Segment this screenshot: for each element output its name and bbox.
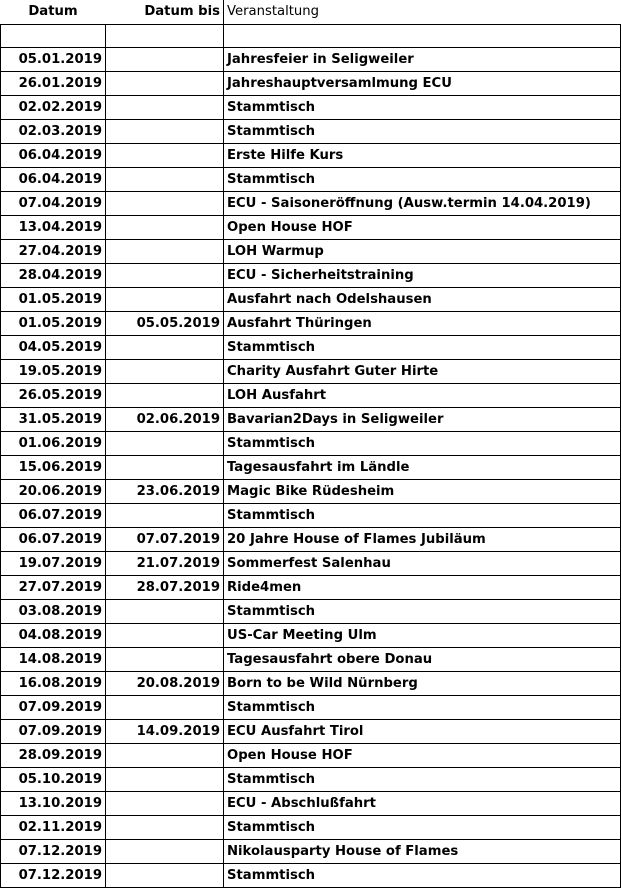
event-cell[interactable]: Stammtisch — [224, 503, 621, 527]
table-row — [1, 743, 621, 767]
table-row — [1, 599, 621, 623]
date-cell[interactable]: 07.09.2019 — [1, 695, 106, 719]
date-cell[interactable]: 02.03.2019 — [1, 119, 106, 143]
date-cell[interactable]: 27.04.2019 — [1, 239, 106, 263]
header-event[interactable]: Veranstaltung — [224, 0, 621, 24]
date-cell[interactable]: 07.09.2019 — [1, 719, 106, 743]
date-cell[interactable]: 03.08.2019 — [1, 599, 106, 623]
date-to-cell[interactable] — [106, 71, 224, 95]
table-row — [1, 167, 621, 191]
header-date-to[interactable]: Datum bis — [144, 4, 220, 20]
date-to-cell[interactable] — [106, 599, 224, 623]
date-to-cell[interactable] — [106, 359, 224, 383]
date-cell[interactable]: 02.02.2019 — [1, 95, 106, 119]
table-row — [1, 71, 621, 95]
table-row — [1, 263, 621, 287]
date-cell[interactable]: 26.05.2019 — [1, 383, 106, 407]
date-cell[interactable]: 07.04.2019 — [1, 191, 106, 215]
event-cell[interactable]: Stammtisch — [224, 599, 621, 623]
event-cell[interactable]: Tagesausfahrt obere Donau — [224, 647, 621, 671]
event-cell[interactable]: Stammtisch — [224, 815, 621, 839]
table-row — [1, 575, 621, 599]
event-cell[interactable]: Born to be Wild Nürnberg — [224, 671, 621, 695]
table-row — [1, 455, 621, 479]
date-to-cell[interactable] — [106, 383, 224, 407]
table-row — [1, 359, 621, 383]
table-row — [1, 647, 621, 671]
date-to-cell[interactable] — [106, 335, 224, 359]
date-to-cell[interactable]: 28.07.2019 — [106, 575, 224, 599]
date-cell[interactable]: 28.04.2019 — [1, 263, 106, 287]
table-row — [1, 119, 621, 143]
table-row — [1, 719, 621, 743]
date-cell[interactable]: 15.06.2019 — [1, 455, 106, 479]
date-cell[interactable]: 19.05.2019 — [1, 359, 106, 383]
event-cell[interactable]: Jahreshauptversamlmung ECU — [224, 71, 621, 95]
date-to-cell[interactable] — [106, 143, 224, 167]
date-to-cell[interactable] — [106, 503, 224, 527]
table-row — [1, 191, 621, 215]
date-cell[interactable]: 02.11.2019 — [1, 815, 106, 839]
date-cell[interactable]: 05.01.2019 — [1, 47, 106, 71]
event-cell[interactable]: US-Car Meeting Ulm — [224, 623, 621, 647]
table-row — [1, 47, 621, 71]
table-row — [1, 431, 621, 455]
event-cell[interactable]: Open House HOF — [224, 215, 621, 239]
date-cell[interactable]: 04.05.2019 — [1, 335, 106, 359]
table-row — [1, 479, 621, 503]
table-row — [1, 791, 621, 815]
event-cell[interactable]: Open House HOF — [224, 743, 621, 767]
date-to-cell[interactable] — [106, 767, 224, 791]
date-to-cell[interactable]: 02.06.2019 — [106, 407, 224, 431]
date-to-cell[interactable] — [106, 263, 224, 287]
date-cell[interactable]: 20.06.2019 — [1, 479, 106, 503]
date-cell[interactable]: 16.08.2019 — [1, 671, 106, 695]
table-row — [1, 335, 621, 359]
date-to-cell[interactable] — [106, 287, 224, 311]
table-row — [1, 407, 621, 431]
table-row — [1, 815, 621, 839]
date-cell[interactable]: 04.08.2019 — [1, 623, 106, 647]
table-row — [1, 695, 621, 719]
table-row — [1, 623, 621, 647]
date-cell[interactable] — [1, 24, 106, 47]
event-cell[interactable]: Stammtisch — [224, 863, 621, 887]
event-cell[interactable]: LOH Ausfahrt — [224, 383, 621, 407]
date-to-cell[interactable]: 21.07.2019 — [106, 551, 224, 575]
event-cell[interactable]: Nikolausparty House of Flames — [224, 839, 621, 863]
event-cell[interactable]: Stammtisch — [224, 95, 621, 119]
event-cell[interactable]: Magic Bike Rüdesheim — [224, 479, 621, 503]
date-cell[interactable]: 13.04.2019 — [1, 215, 106, 239]
date-to-cell[interactable]: 14.09.2019 — [106, 719, 224, 743]
event-cell[interactable]: Charity Ausfahrt Guter Hirte — [224, 359, 621, 383]
table-row — [1, 311, 621, 335]
event-cell[interactable]: ECU Ausfahrt Tirol — [224, 719, 621, 743]
event-cell[interactable] — [224, 24, 621, 47]
table-row — [1, 863, 621, 887]
date-to-cell[interactable] — [106, 95, 224, 119]
date-cell[interactable]: 06.07.2019 — [1, 503, 106, 527]
event-cell[interactable]: Ride4men — [224, 575, 621, 599]
date-cell[interactable]: 13.10.2019 — [1, 791, 106, 815]
date-cell[interactable]: 01.05.2019 — [1, 311, 106, 335]
date-cell[interactable]: 07.12.2019 — [1, 839, 106, 863]
table-row — [1, 551, 621, 575]
date-to-cell[interactable] — [106, 24, 224, 47]
event-cell[interactable]: Tagesausfahrt im Ländle — [224, 455, 621, 479]
date-to-cell[interactable] — [106, 119, 224, 143]
date-cell[interactable]: 06.04.2019 — [1, 143, 106, 167]
event-cell[interactable]: ECU - Sicherheitstraining — [224, 263, 621, 287]
table-row — [1, 839, 621, 863]
date-cell[interactable]: 28.09.2019 — [1, 743, 106, 767]
date-to-cell[interactable]: 05.05.2019 — [106, 311, 224, 335]
date-to-cell[interactable]: 23.06.2019 — [106, 479, 224, 503]
table-row — [1, 671, 621, 695]
date-to-cell[interactable] — [106, 215, 224, 239]
event-cell[interactable]: Sommerfest Salenhau — [224, 551, 621, 575]
date-to-cell[interactable] — [106, 455, 224, 479]
date-to-cell[interactable] — [106, 743, 224, 767]
date-to-cell[interactable] — [106, 815, 224, 839]
date-cell[interactable]: 07.12.2019 — [1, 863, 106, 887]
date-cell[interactable]: 27.07.2019 — [1, 575, 106, 599]
table-row — [1, 503, 621, 527]
date-to-cell[interactable] — [106, 47, 224, 71]
table-row — [1, 527, 621, 551]
event-cell[interactable]: 20 Jahre House of Flames Jubiläum — [224, 527, 621, 551]
event-cell[interactable]: ECU - Abschlußfahrt — [224, 791, 621, 815]
header-date[interactable]: Datum — [28, 4, 78, 20]
date-to-cell[interactable] — [106, 791, 224, 815]
date-to-cell[interactable] — [106, 863, 224, 887]
date-to-cell[interactable] — [106, 695, 224, 719]
event-cell[interactable]: Stammtisch — [224, 335, 621, 359]
date-cell[interactable]: 26.01.2019 — [1, 71, 106, 95]
date-cell[interactable]: 05.10.2019 — [1, 767, 106, 791]
table-row — [1, 95, 621, 119]
event-cell[interactable]: LOH Warmup — [224, 239, 621, 263]
table-row — [1, 24, 621, 47]
event-cell[interactable]: Erste Hilfe Kurs — [224, 143, 621, 167]
date-cell[interactable]: 01.06.2019 — [1, 431, 106, 455]
table-row — [1, 215, 621, 239]
date-to-cell[interactable] — [106, 647, 224, 671]
event-cell[interactable]: Stammtisch — [224, 767, 621, 791]
date-cell[interactable]: 14.08.2019 — [1, 647, 106, 671]
table-row — [1, 287, 621, 311]
date-to-cell[interactable] — [106, 839, 224, 863]
date-to-cell[interactable]: 20.08.2019 — [106, 671, 224, 695]
table-row — [1, 767, 621, 791]
event-table-body — [1, 0, 621, 887]
date-to-cell[interactable] — [106, 431, 224, 455]
table-row — [1, 383, 621, 407]
event-cell[interactable]: Stammtisch — [224, 695, 621, 719]
event-cell[interactable]: Stammtisch — [224, 431, 621, 455]
table-row — [1, 239, 621, 263]
date-cell[interactable]: 06.04.2019 — [1, 167, 106, 191]
table-row — [1, 143, 621, 167]
header-row — [1, 0, 621, 24]
date-to-cell[interactable] — [106, 191, 224, 215]
event-cell[interactable]: Stammtisch — [224, 119, 621, 143]
date-to-cell[interactable] — [106, 167, 224, 191]
event-cell[interactable]: ECU - Saisoneröffnung (Ausw.termin 14.04.2019) — [224, 191, 621, 215]
event-cell[interactable]: Jahresfeier in Seligweiler — [224, 47, 621, 71]
event-cell[interactable]: Stammtisch — [224, 167, 621, 191]
event-cell[interactable]: Bavarian2Days in Seligweiler — [224, 407, 621, 431]
event-cell[interactable]: Ausfahrt nach Odelshausen — [224, 287, 621, 311]
date-cell[interactable]: 06.07.2019 — [1, 527, 106, 551]
date-cell[interactable]: 19.07.2019 — [1, 551, 106, 575]
date-to-cell[interactable] — [106, 623, 224, 647]
event-cell[interactable]: Ausfahrt Thüringen — [224, 311, 621, 335]
date-to-cell[interactable]: 07.07.2019 — [106, 527, 224, 551]
date-cell[interactable]: 01.05.2019 — [1, 287, 106, 311]
date-to-cell[interactable] — [106, 239, 224, 263]
date-cell[interactable]: 31.05.2019 — [1, 407, 106, 431]
